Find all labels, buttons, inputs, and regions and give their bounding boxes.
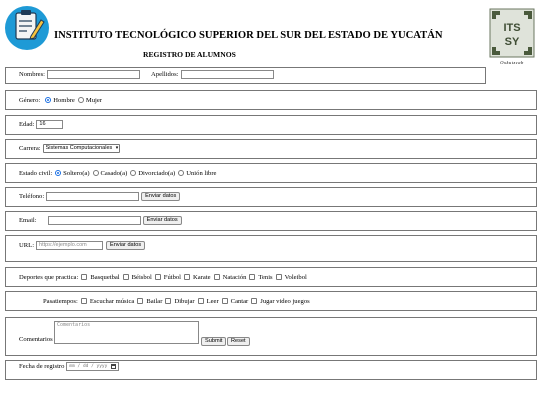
- hobby-checkbox-cantar[interactable]: [222, 298, 228, 304]
- telefono-send-button[interactable]: Enviar datos: [141, 192, 180, 201]
- sport-label-basquetbal: Basquetbal: [90, 273, 120, 281]
- hobby-label-leer: Leer: [206, 297, 219, 305]
- school-logo-icon: [3, 3, 51, 51]
- gender-radio-hombre[interactable]: [45, 97, 51, 103]
- edad-label: Edad:: [19, 121, 35, 128]
- comments-textarea[interactable]: Comentarios: [54, 321, 199, 344]
- hobby-checkbox-bailar[interactable]: [137, 298, 143, 304]
- sports-row: [19, 273, 307, 281]
- carrera-select[interactable]: [43, 144, 121, 153]
- fecha-input[interactable]: [66, 362, 119, 371]
- nombres-label: Nombres:: [19, 71, 46, 78]
- carrera-selected-value: Sistemas Computacionales: [45, 145, 113, 151]
- apellidos-input[interactable]: [181, 70, 274, 79]
- civil-radio-soltero[interactable]: [55, 170, 61, 176]
- pasatiempos-label: Pasatiempos:: [43, 297, 78, 305]
- gender-radio-mujer[interactable]: [78, 97, 84, 103]
- civil-option-divorciado: Divorciado(a): [138, 169, 176, 177]
- sport-checkbox-natacion[interactable]: [214, 274, 220, 280]
- sport-checkbox-tenis[interactable]: [249, 274, 255, 280]
- telefono-label: Teléfono:: [19, 193, 45, 200]
- sport-label-tenis: Tenis: [258, 273, 273, 281]
- age-row: [19, 120, 63, 129]
- age-section: [5, 115, 537, 135]
- estado-civil-label: Estado civil:: [19, 169, 53, 177]
- genero-label: Género:: [19, 96, 41, 104]
- civil-radio-casado[interactable]: [93, 170, 99, 176]
- url-input[interactable]: https://ejemplo.com: [36, 241, 103, 250]
- comentarios-label: Comentarios: [19, 336, 53, 343]
- page-subtitle: REGISTRO DE ALUMNOS: [143, 50, 236, 59]
- email-input[interactable]: [48, 216, 141, 225]
- page-title: INSTITUTO TECNOLÓGICO SUPERIOR DEL SUR DEL ESTADO DE YUCATÁN: [54, 30, 443, 41]
- civil-status-row: [19, 169, 216, 177]
- hobby-label-cantar: Cantar: [230, 297, 249, 305]
- hobby-checkbox-dibujar[interactable]: [165, 298, 171, 304]
- sport-checkbox-beisbol[interactable]: [123, 274, 129, 280]
- civil-option-union-libre: Unión libre: [186, 169, 217, 177]
- edad-input[interactable]: 16: [36, 120, 63, 129]
- deportes-label: Deportes que practica:: [19, 273, 79, 281]
- hobby-label-dibujar: Dibujar: [174, 297, 195, 305]
- logo-text-bottom: SY: [504, 36, 520, 48]
- civil-option-soltero: Soltero(a): [63, 169, 90, 177]
- apellidos-label: Apellidos:: [151, 71, 179, 78]
- sport-label-voleibol: Voleibol: [284, 273, 307, 281]
- sport-checkbox-voleibol[interactable]: [276, 274, 282, 280]
- sport-checkbox-basquetbal[interactable]: [81, 274, 87, 280]
- submit-button[interactable]: Submit: [201, 337, 226, 346]
- civil-option-casado: Casado(a): [100, 169, 128, 177]
- fecha-placeholder: mm / dd / yyyy: [69, 364, 108, 369]
- hobbies-row: [43, 297, 310, 305]
- logo-caption: Oxkutzcab: [500, 60, 524, 65]
- telefono-input[interactable]: [46, 192, 139, 201]
- hobby-label-musica: Escuchar música: [89, 297, 135, 305]
- gender-row: [19, 96, 102, 104]
- hobby-label-videojuegos: Jugar video juegos: [260, 297, 310, 305]
- sport-label-karate: Karate: [193, 273, 211, 281]
- sport-label-natacion: Natación: [222, 273, 247, 281]
- sport-checkbox-karate[interactable]: [184, 274, 190, 280]
- calendar-icon[interactable]: [111, 364, 116, 369]
- gender-option-mujer: Mujer: [85, 96, 102, 104]
- chevron-down-icon: ▾: [115, 145, 119, 151]
- logo-text-top: ITS: [503, 22, 521, 34]
- url-label: URL:: [19, 242, 35, 249]
- url-send-button[interactable]: Enviar datos: [106, 241, 145, 250]
- carrera-label: Carrera:: [19, 145, 41, 152]
- email-row: [19, 216, 182, 225]
- hobby-label-bailar: Bailar: [146, 297, 163, 305]
- sport-checkbox-futbol[interactable]: [155, 274, 161, 280]
- sport-label-beisbol: Béisbol: [131, 273, 152, 281]
- career-row: [19, 144, 120, 153]
- email-label: Email:: [19, 217, 37, 224]
- email-send-button[interactable]: Enviar datos: [143, 216, 182, 225]
- gender-option-hombre: Hombre: [53, 96, 75, 104]
- civil-radio-union-libre[interactable]: [178, 170, 184, 176]
- institute-logo-icon: [489, 8, 535, 58]
- fecha-label: Fecha de registro: [19, 363, 65, 370]
- sport-label-futbol: Fútbol: [163, 273, 182, 281]
- reset-button[interactable]: Reset: [227, 337, 250, 346]
- hobby-checkbox-leer[interactable]: [198, 298, 204, 304]
- nombres-input[interactable]: [47, 70, 140, 79]
- date-row: [19, 362, 119, 371]
- phone-row: [19, 192, 180, 201]
- url-row: [19, 241, 145, 250]
- names-row: [19, 70, 274, 79]
- hobby-checkbox-videojuegos[interactable]: [251, 298, 257, 304]
- civil-radio-divorciado[interactable]: [130, 170, 136, 176]
- hobby-checkbox-musica[interactable]: [81, 298, 87, 304]
